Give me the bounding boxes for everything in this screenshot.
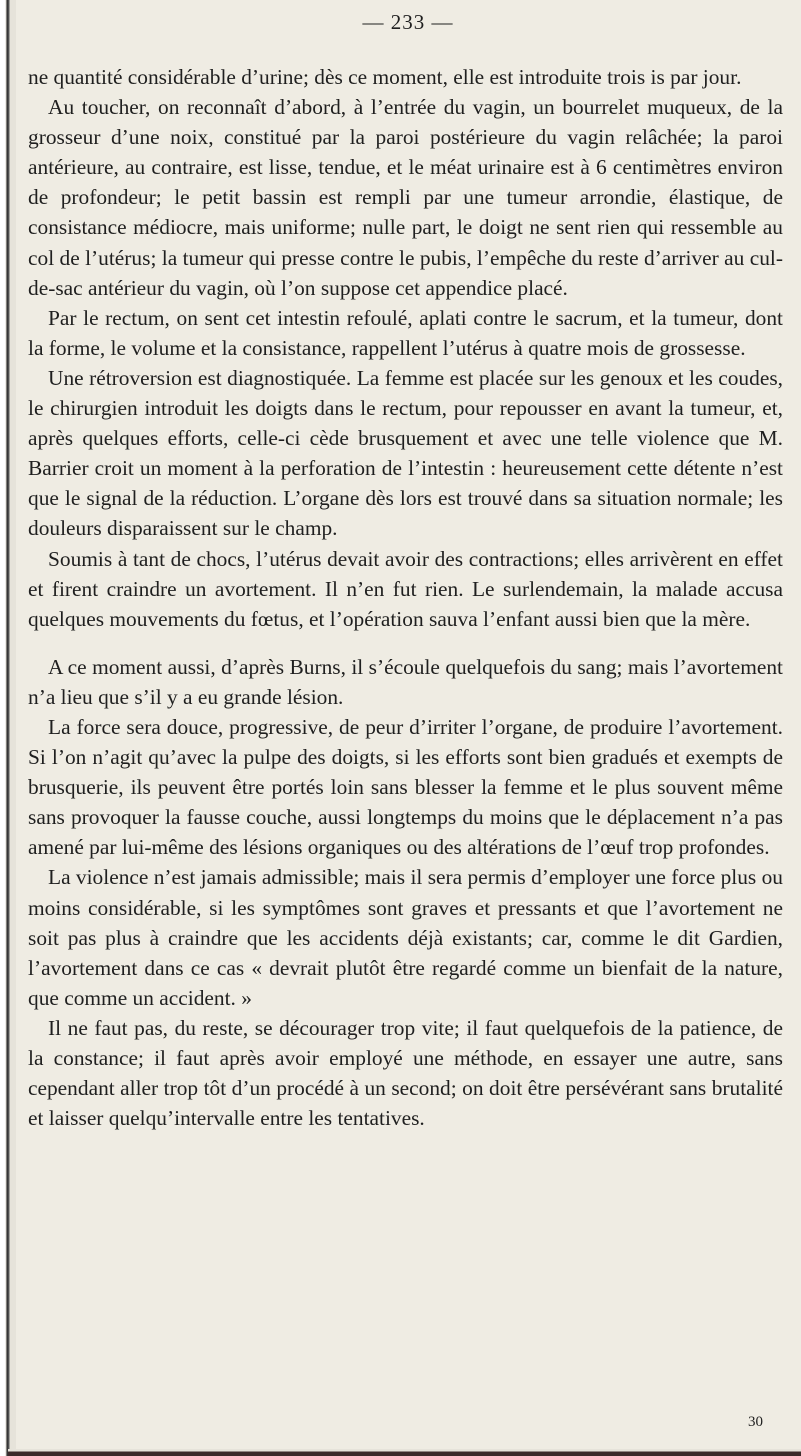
page-binding-edge (0, 0, 16, 1456)
paragraph-7: La force sera douce, progressive, de peur d’irriter l’organe, de produire l’avortement. Si l’on n’agit qu’avec la pulpe des doigts, si les efforts sont bien gradués et exempts de brusquerie, ils peuvent être portés loin sans blesser la femme et le plus souvent même sans provoquer la fausse couche, aussi longtemps du moins que le déplacement n’a pas amené par lui-même des lésions organiques ou des altérations de l’œuf trop profondes. (28, 714, 783, 860)
paragraph-4: Une rétroversion est diagnostiquée. La femme est placée sur les genoux et les coudes, le chirurgien introduit les doigts dans le rectum, pour repousser en avant la tumeur, et, après quelques efforts, celle-ci cède brusquement et avec une telle violence que M. Barrier croit un moment à la perforation de l’intestin : heureusement cette détente n’est que le signal de la réduction. L’organe dès lors est trouvé dans sa situation normale; les douleurs disparaissent sur le champ. (28, 365, 783, 541)
bottom-page-edge (8, 1449, 801, 1456)
paragraph-1: ne quantité considérable d’urine; dès ce moment, elle est introduite trois is par jour. (28, 65, 742, 89)
paragraph-5: Soumis à tant de chocs, l’utérus devait avoir des contractions; elles arrivèrent en effet et firent craindre un avortement. Il n’en fut rien. Le surlendemain, la malade accusa quelques mouvements du fœtus, et l’opération sauva l’enfant aussi bien que la mère. (28, 546, 783, 631)
paragraph-3: Par le rectum, on sent cet intestin refoulé, aplati contre le sacrum, et la tumeur, dont la forme, le volume et la consistance, rappellent l’utérus à quatre mois de grossesse. (28, 305, 783, 360)
book-page (28, 0, 788, 1456)
paragraph-6: A ce moment aussi, d’après Burns, il s’écoule quelquefois du sang; mais l’avortement n’a lieu que s’il y a eu grande lésion. (28, 654, 783, 709)
paragraph-2: Au toucher, on reconnaît d’abord, à l’entrée du vagin, un bourrelet muqueux, de la grosseur d’une noix, constitué par la paroi postérieure du vagin relâchée; la paroi antérieure, au contraire, est lisse, tendue, et le méat urinaire est à 6 centimètres environ de profondeur; le petit bassin est rempli par une tumeur arrondie, élastique, de consistance médiocre, mais uniforme; nulle part, le doigt ne sent rien qui ressemble au col de l’utérus; la tumeur qui presse contre le pubis, l’empêche du reste d’arriver au cul-de-sac antérieur du vagin, où l’on suppose cet appendice placé. (28, 95, 783, 300)
page-number: — 233 — (362, 10, 454, 34)
body-text (28, 62, 783, 1133)
paragraph-gap (28, 634, 783, 652)
paragraph-9: Il ne faut pas, du reste, se décourager trop vite; il faut quelquefois de la patience, de la constance; il faut après avoir employé une méthode, en essayer une autre, sans cependant aller trop tôt d’un procédé à un second; on doit être persévérant sans brutalité et laisser quelqu’intervalle entre les tentatives. (28, 1015, 783, 1131)
signature-mark: 30 (748, 1414, 763, 1430)
paragraph-8: La violence n’est jamais admissible; mais il sera permis d’employer une force plus ou moins considérable, si les symptômes sont graves et pressants et que l’avortement ne soit pas plus à craindre que les accidents déjà existants; car, comme le dit Gardien, l’avortement dans ce cas « devrait plutôt être regardé comme un bienfait de la nature, que comme un accident. » (28, 865, 783, 1010)
